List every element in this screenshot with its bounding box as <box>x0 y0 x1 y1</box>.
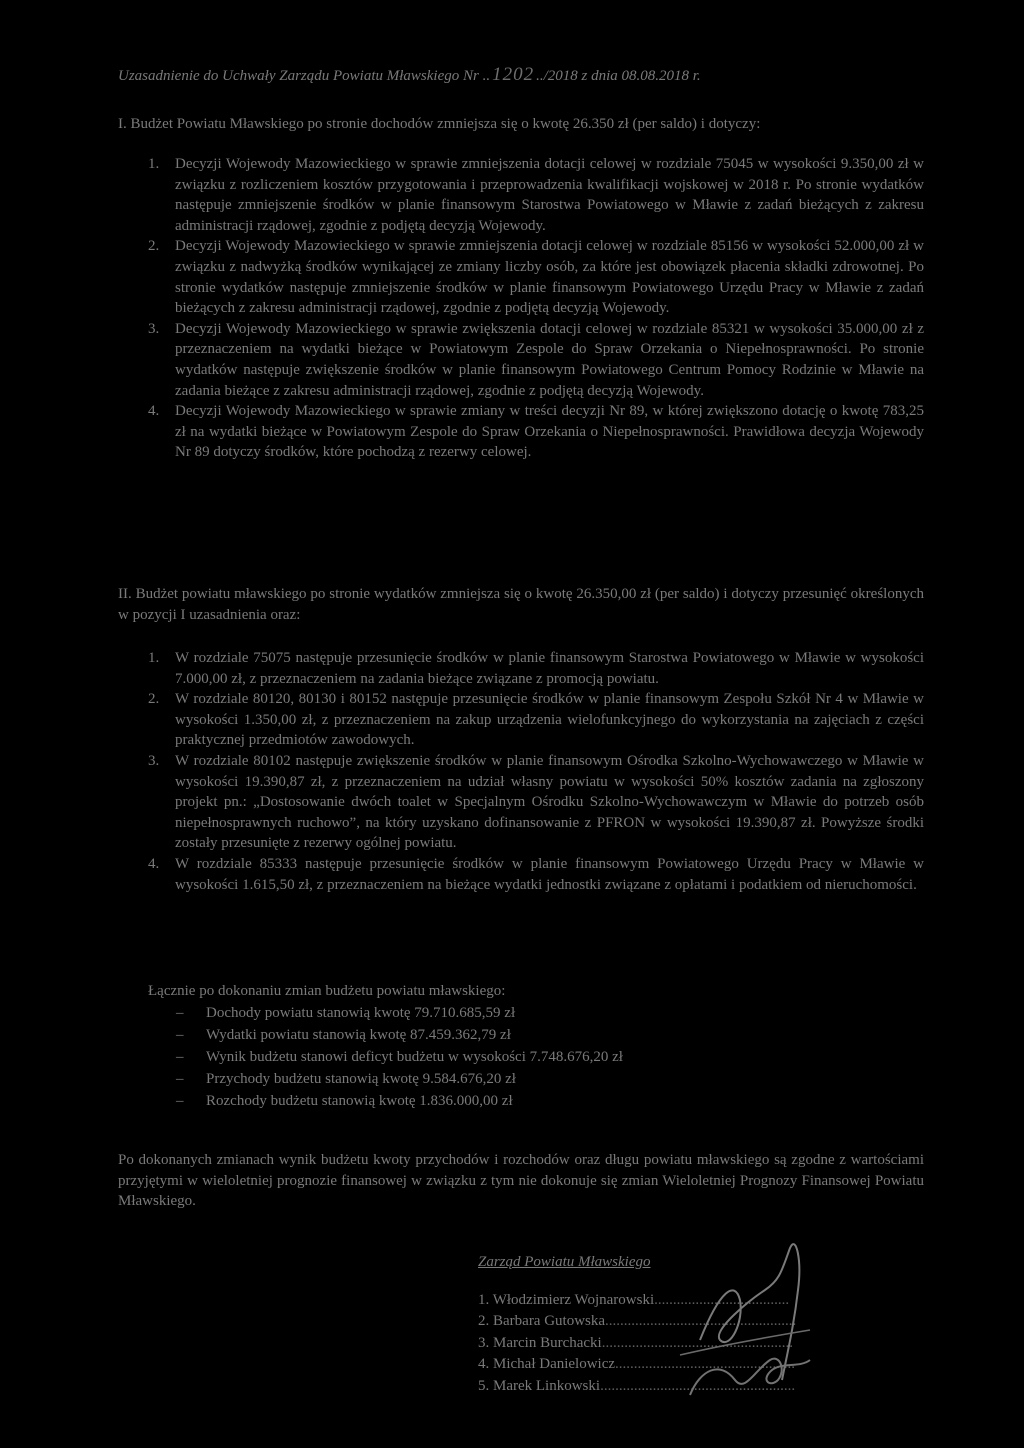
item-text: W rozdziale 80102 następuje zwiększenie środków w planie finansowym Ośrodka Szkolno-Wychowawczego w Mławie w wysokości 19.390,87 zł, z przeznaczeniem na udział własny powiatu w wysokości 50% kosztów zadania na zgłoszony projekt pn.: „Dostosowanie dwóch toalet w Specjalnym Ośrodku Szkolno-Wychowawczym w Mławie do potrzeb osób niepełnosprawnych ruchowo”, na który uzyskano dofinansowanie z PFRON w wysokości 19.390,87 zł. Powyższe środki zostały przesunięte z rezerwy ogólnej powiatu. <box>175 752 924 852</box>
member-name: 4. Michał Danielowicz <box>478 1356 616 1373</box>
item-number: 3. <box>148 320 160 337</box>
header-prefix: Uzasadnienie do Uchwały Zarządu Powiatu Mławskiego Nr .. <box>118 68 491 84</box>
board-title: Zarząd Powiatu Mławskiego <box>478 1254 651 1270</box>
list-item <box>118 751 924 854</box>
item-number: 4. <box>148 855 160 872</box>
item-number: 4. <box>148 403 160 420</box>
list-item <box>118 689 924 751</box>
item-text: W rozdziale 80120, 80130 i 80152 następuje przesunięcie środków w planie finansowym Zespołu Szkół Nr 4 w Mławie w wysokości 1.350,00 zł, z przeznaczeniem na zakup urządzenia wielofunkcyjnego do wykorzystania na zajęciach z części praktycznej przedmiotów zawodowych. <box>175 691 924 749</box>
item-number: 3. <box>148 752 160 769</box>
summary-item <box>148 1090 768 1112</box>
summary-text: Wydatki powiatu stanowią kwotę 87.459.362,79 zł <box>206 1027 511 1043</box>
member-name: 2. Barbara Gutowska <box>478 1313 606 1330</box>
list-item <box>118 401 924 463</box>
item-text: W rozdziale 85333 następuje przesunięcie środków w planie finansowym Powiatowego Urzędu Pracy w Mławie w wysokości 1.615,50 zł, z przeznaczeniem na bieżące wydatki jednostki związane z opłatami i podatkiem od nieruchomości. <box>175 855 924 893</box>
summary-item <box>148 1024 768 1046</box>
dash-bullet: – <box>176 1049 184 1065</box>
list-item <box>118 236 924 318</box>
summary-text: Przychody budżetu stanowią kwotę 9.584.676,20 zł <box>206 1071 516 1087</box>
summary-list <box>148 1002 768 1112</box>
item-number: 1. <box>148 650 160 666</box>
summary-text: Wynik budżetu stanowi deficyt budżetu w wysokości 7.748.676,20 zł <box>206 1049 623 1065</box>
summary-item <box>148 1068 768 1090</box>
item-text: Decyzji Wojewody Mazowieckiego w sprawie zmiany w treści decyzji Nr 89, w której zwiększono dotację o kwotę 783,25 zł na wydatki bieżące w Powiatowym Zespole do Spraw Orzekania o Niepełnosprawności. Prawidłowa decyzja Wojewody Nr 89 dotyczy środków, które pochodzą z rezerwy celowej. <box>175 403 924 461</box>
section-2-list <box>118 648 924 895</box>
section-1-intro: I. Budżet Powiatu Mławskiego po stronie dochodów zmniejsza się o kwotę 26.350 zł (per saldo) i dotyczy: <box>118 116 761 132</box>
item-text: Decyzji Wojewody Mazowieckiego w sprawie zmniejszenia dotacji celowej w rozdziale 85156 w wysokości 52.000,00 zł w związku z nadwyżką środków wynikającej ze zmiany liczby osób, za które jest obowiązek płacenia składki zdrowotnej. Po stronie wydatków następuje zmniejszenie środków w planie finansowym Powiatowego Urzędu Pracy w Mławie z zadań bieżących z zakresu administracji rządowej, zgodnie z podjętą decyzją Wojewody. <box>175 238 924 317</box>
header-suffix: ../2018 z dnia 08.08.2018 r. <box>536 68 701 84</box>
closing-paragraph: Po dokonanych zmianach wynik budżetu kwoty przychodów i rozchodów oraz długu powiatu mławskiego są zgodne z wartościami przyjętymi w wieloletniej prognozie finansowej w związku z tym nie dokonuje się zmian Wieloletniej Prognozy Finansowej Powiatu Mławskiego. <box>118 1152 924 1209</box>
list-item <box>118 648 924 689</box>
list-item <box>118 154 924 236</box>
item-text: Decyzji Wojewody Mazowieckiego w sprawie zwiększenia dotacji celowej w rozdziale 85321 w wysokości 35.000,00 zł z przeznaczeniem na wydatki bieżące w Powiatowym Zespole do Spraw Orzekania o Niepełnosprawności. Po stronie wydatków następuje zwiększenie środków w planie finansowym Powiatowego Centrum Pomocy Rodzinie w Mławie na zadania bieżące z zakresu administracji rządowej, zgodnie z podjętą decyzją Wojewody. <box>175 320 924 399</box>
signature-line: .................................................... <box>600 1377 796 1394</box>
summary-intro: Łącznie po dokonaniu zmian budżetu powiatu mławskiego: <box>148 983 506 999</box>
signature-line: ................................................ <box>615 1356 796 1373</box>
document-header <box>118 64 908 87</box>
list-item <box>118 319 924 401</box>
section-1-list <box>118 154 924 463</box>
item-number: 1. <box>148 156 160 172</box>
summary-text: Rozchody budżetu stanowią kwotę 1.836.000,00 zł <box>206 1093 513 1109</box>
signature-line: ................................................... <box>605 1313 797 1330</box>
item-text: Decyzji Wojewody Mazowieckiego w sprawie zmniejszenia dotacji celowej w rozdziale 75045 w wysokości 9.350,00 zł w związku z rozliczeniem kosztów przygotowania i przeprowadzenia kwalifikacji wojskowej w 2018 r. Po stronie wydatków następuje zmniejszenie środków w planie finansowym Starostwa Powiatowego w Mławie z zadań bieżących z zakresu administracji rządowej, zgodnie z podjętą decyzją Wojewody. <box>175 156 924 234</box>
section-2-intro: II. Budżet powiatu mławskiego po stronie wydatków zmniejsza się o kwotę 26.350,00 zł (per saldo) i dotyczy przesunięć określonych w pozycji I uzasadnienia oraz: <box>118 586 924 623</box>
resolution-number: 1202 <box>492 64 535 85</box>
signature-line: ................................................... <box>601 1334 793 1351</box>
summary-item <box>148 1002 768 1024</box>
dash-bullet: – <box>176 1005 184 1021</box>
signature-line: .................................... <box>654 1292 790 1308</box>
member-name: 3. Marcin Burchacki <box>478 1334 602 1351</box>
summary-text: Dochody powiatu stanowią kwotę 79.710.685,59 zł <box>206 1005 516 1021</box>
dash-bullet: – <box>176 1027 184 1043</box>
budget-summary <box>148 980 768 1112</box>
handwritten-signature <box>660 1230 860 1400</box>
item-text: W rozdziale 75075 następuje przesunięcie środków w planie finansowym Starostwa Powiatowego w Mławie w wysokości 7.000,00 zł, z przeznaczeniem na zadania bieżące związane z promocją powiatu. <box>175 650 924 687</box>
summary-item <box>148 1046 768 1068</box>
member-name: 1. Włodzimierz Wojnarowski <box>478 1292 655 1308</box>
list-item <box>118 854 924 895</box>
member-name: 5. Marek Linkowski <box>478 1377 601 1394</box>
item-number: 2. <box>148 238 160 255</box>
dash-bullet: – <box>176 1071 184 1087</box>
item-number: 2. <box>148 691 160 708</box>
dash-bullet: – <box>176 1093 184 1109</box>
